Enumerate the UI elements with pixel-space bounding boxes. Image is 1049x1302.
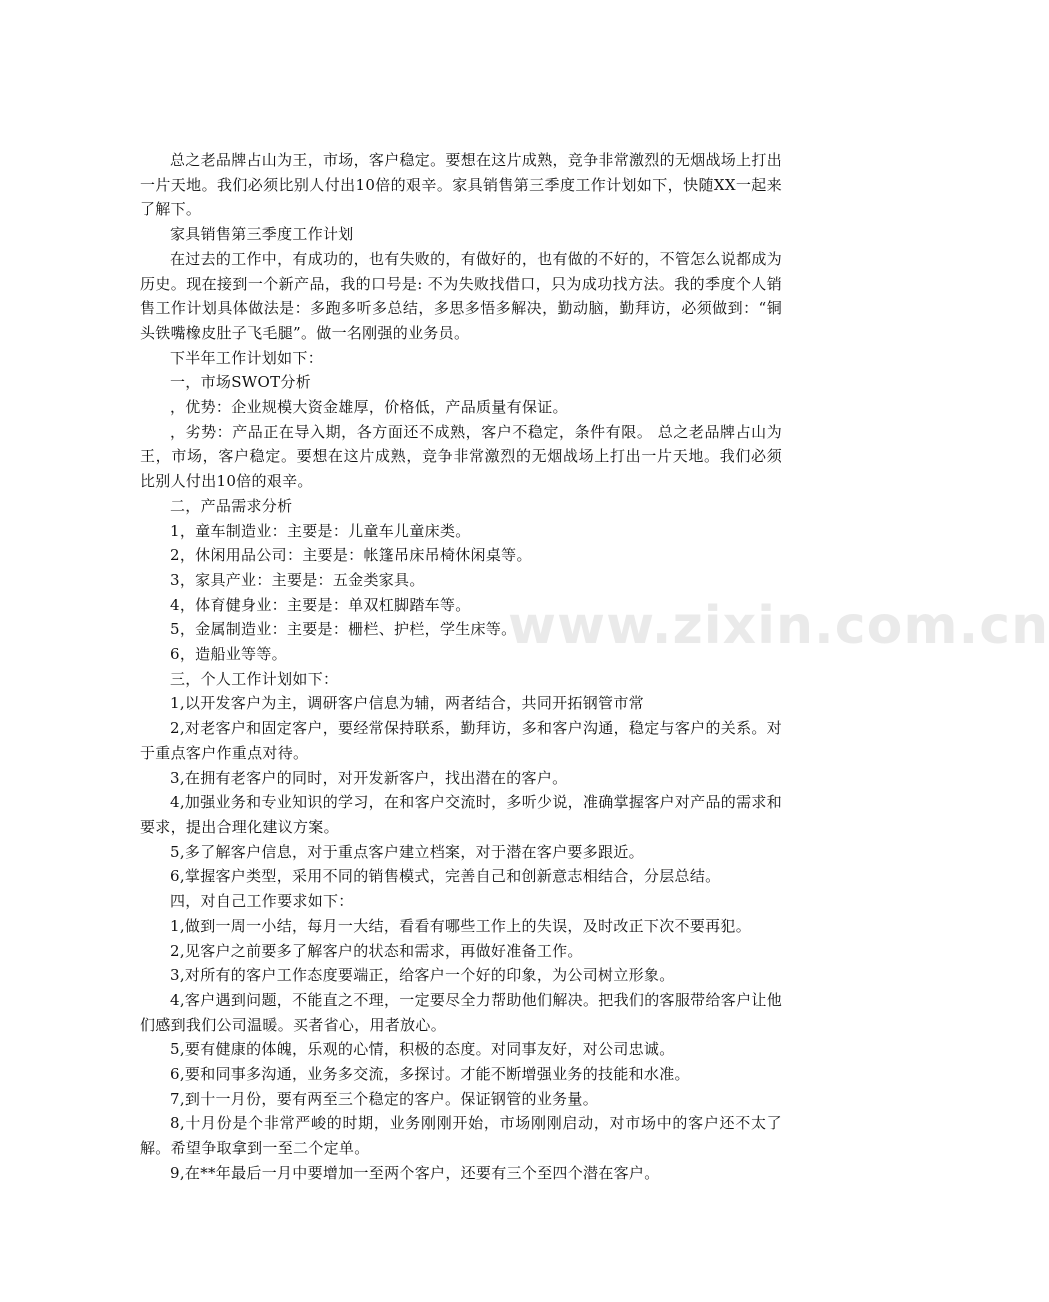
- list-item: 1,以开发客户为主，调研客户信息为辅，两者结合，共同开拓钢管市常: [170, 694, 644, 713]
- section-heading: 四，对自己工作要求如下：: [170, 892, 354, 911]
- list-item: 5,要有健康的体魄，乐观的心情，积极的态度。对同事友好，对公司忠诚。: [170, 1040, 675, 1059]
- list-item: 6,掌握客户类型，采用不同的销售模式，完善自己和创新意志相结合，分层总结。: [170, 867, 721, 886]
- paragraph: 下半年工作计划如下：: [170, 348, 324, 367]
- list-item: 1,做到一周一小结，每月一大结，看看有哪些工作上的失误，及时改正下次不要再犯。: [170, 916, 752, 935]
- document-body: [140, 148, 782, 1186]
- list-item: 4,加强业务和专业知识的学习，在和客户交流时，多听少说，准确掌握客户对产品的需求和要求，提出合理化建议方案。: [140, 793, 782, 836]
- list-item: 2,见客户之前要多了解客户的状态和需求，再做好准备工作。: [170, 941, 583, 960]
- list-item: 5,多了解客户信息，对于重点客户建立档案，对于潜在客户要多跟近。: [170, 842, 644, 861]
- list-item: 9,在**年最后一月中要增加一至两个客户，还要有三个至四个潜在客户。: [170, 1163, 660, 1182]
- list-item: 2，休闲用品公司：主要是：帐篷吊床吊椅休闲桌等。: [170, 546, 532, 565]
- paragraph: ，优势：企业规模大资金雄厚，价格低，产品质量有保证。: [170, 398, 568, 417]
- document-title: 家具销售第三季度工作计划: [170, 225, 354, 244]
- paragraph: ，劣势：产品正在导入期，各方面还不成熟，客户不稳定，条件有限。 总之老品牌占山为王，市场，客户稳定。要想在这片成熟，竞争非常激烈的无烟战场上打出一片天地。我们必须比别人付出10倍的艰辛。: [140, 422, 782, 491]
- section-heading: 一，市场SWOT分析: [170, 373, 311, 392]
- list-item: 3,对所有的客户工作态度要端正，给客户一个好的印象，为公司树立形象。: [170, 966, 675, 985]
- list-item: 8,十月份是个非常严峻的时期，业务刚刚开始，市场刚刚启动，对市场中的客户还不太了解。希望争取拿到一至二个定单。: [140, 1114, 782, 1158]
- list-item: 3,在拥有老客户的同时，对开发新客户，找出潜在的客户。: [170, 768, 568, 787]
- section-heading: 三，个人工作计划如下：: [170, 669, 339, 688]
- list-item: 5，金属制造业：主要是：栅栏、护栏，学生床等。: [170, 620, 517, 639]
- list-item: 7,到十一月份，要有两至三个稳定的客户。保证钢管的业务量。: [170, 1089, 599, 1108]
- list-item: 4，体育健身业：主要是：单双杠脚踏车等。: [170, 595, 471, 614]
- paragraph: 在过去的工作中，有成功的，也有失败的，有做好的，也有做的不好的，不管怎么说都成为历史。现在接到一个新产品，我的口号是: 不为失败找借口，只为成功找方法。我的季度个人销售工作计划具体做法是：多跑多听多总结，多思多悟多解决，勤动脑，勤拜访，必须做到：“铜头铁嘴橡皮肚子飞毛腿”。做一名刚强的业务员。: [140, 249, 783, 342]
- list-item: 3，家具产业：主要是：五金类家具。: [170, 570, 425, 589]
- list-item: 2,对老客户和固定客户，要经常保持联系，勤拜访，多和客户沟通，稳定与客户的关系。对于重点客户作重点对待。: [140, 719, 782, 762]
- watermark: www.zixin.com.cn: [508, 596, 1049, 656]
- list-item: 4,客户遇到问题，不能直之不理，一定要尽全力帮助他们解决。把我们的客服带给客户让他们感到我们公司温暖。买者省心，用者放心。: [140, 990, 782, 1034]
- list-item: 1，童车制造业：主要是：儿童车儿童床类。: [170, 521, 471, 540]
- list-item: 6，造船业等等。: [170, 645, 287, 664]
- list-item: 6,要和同事多沟通，业务多交流，多探讨。才能不断增强业务的技能和水准。: [170, 1065, 690, 1084]
- section-heading: 二，产品需求分析: [170, 496, 293, 515]
- intro-paragraph: 总之老品牌占山为王，市场，客户稳定。要想在这片成熟，竞争非常激烈的无烟战场上打出一片天地。我们必须比别人付出10倍的艰辛。家具销售第三季度工作计划如下，快随XX一起来了解下。: [140, 151, 783, 219]
